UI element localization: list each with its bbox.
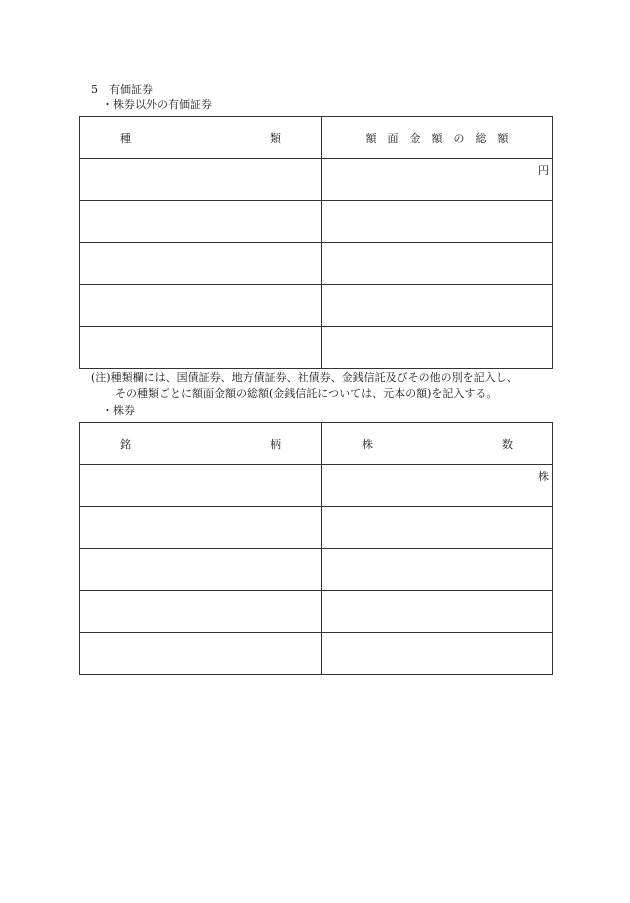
note-line-2: その種類ごとに額面金額の総額(金銭信託については、元本の額)を記入する。 <box>115 387 498 400</box>
table-header-row <box>80 117 553 159</box>
shares-input-cell[interactable] <box>322 633 553 675</box>
amount-input-cell[interactable] <box>322 327 553 369</box>
type-input-cell[interactable] <box>80 243 322 285</box>
type-input-cell[interactable] <box>80 285 322 327</box>
shares-input-cell[interactable] <box>322 465 553 507</box>
table-row <box>80 465 553 507</box>
table1-subtitle: ・株券以外の有価証券 <box>102 98 212 111</box>
header-brand-label-2: 柄 <box>270 438 281 451</box>
table-row <box>80 243 553 285</box>
type-input-cell[interactable] <box>80 159 322 201</box>
header-shares-label-2: 数 <box>502 438 513 451</box>
amount-input-cell[interactable] <box>322 201 553 243</box>
shares-input-cell[interactable] <box>322 507 553 549</box>
table-row <box>80 285 553 327</box>
brand-input-cell[interactable] <box>80 465 322 507</box>
type-input-cell[interactable] <box>80 201 322 243</box>
header-face-value-label: 額面金額の総額 <box>365 132 520 145</box>
brand-input-cell[interactable] <box>80 633 322 675</box>
header-type-cell <box>80 117 322 159</box>
table-row <box>80 633 553 675</box>
header-shares-cell <box>322 423 553 465</box>
table-row <box>80 201 553 243</box>
table-row <box>80 327 553 369</box>
shares-input-cell[interactable] <box>322 591 553 633</box>
unit-shares: 株 <box>538 470 549 483</box>
amount-input-cell[interactable] <box>322 159 553 201</box>
type-input-cell[interactable] <box>80 327 322 369</box>
header-shares-label-1: 株 <box>362 438 373 451</box>
section-title: 5 有価証券 <box>91 83 153 96</box>
table2-subtitle: ・株券 <box>102 404 135 417</box>
stocks-table <box>79 422 553 675</box>
header-face-value-cell <box>322 117 553 159</box>
shares-input-cell[interactable] <box>322 549 553 591</box>
brand-input-cell[interactable] <box>80 591 322 633</box>
header-brand-cell <box>80 423 322 465</box>
header-type-label-2: 類 <box>270 132 281 145</box>
amount-input-cell[interactable] <box>322 285 553 327</box>
note-line-1: (注)種類欄には、国債証券、地方債証券、社債券、金銭信託及びその他の別を記入し、 <box>91 371 518 384</box>
securities-table <box>79 116 553 369</box>
amount-input-cell[interactable] <box>322 243 553 285</box>
table-row <box>80 159 553 201</box>
brand-input-cell[interactable] <box>80 507 322 549</box>
table-row <box>80 549 553 591</box>
unit-yen: 円 <box>538 164 549 177</box>
header-brand-label-1: 銘 <box>120 438 131 451</box>
brand-input-cell[interactable] <box>80 549 322 591</box>
table-row <box>80 591 553 633</box>
table-row <box>80 507 553 549</box>
header-type-label-1: 種 <box>120 132 131 145</box>
table-header-row <box>80 423 553 465</box>
